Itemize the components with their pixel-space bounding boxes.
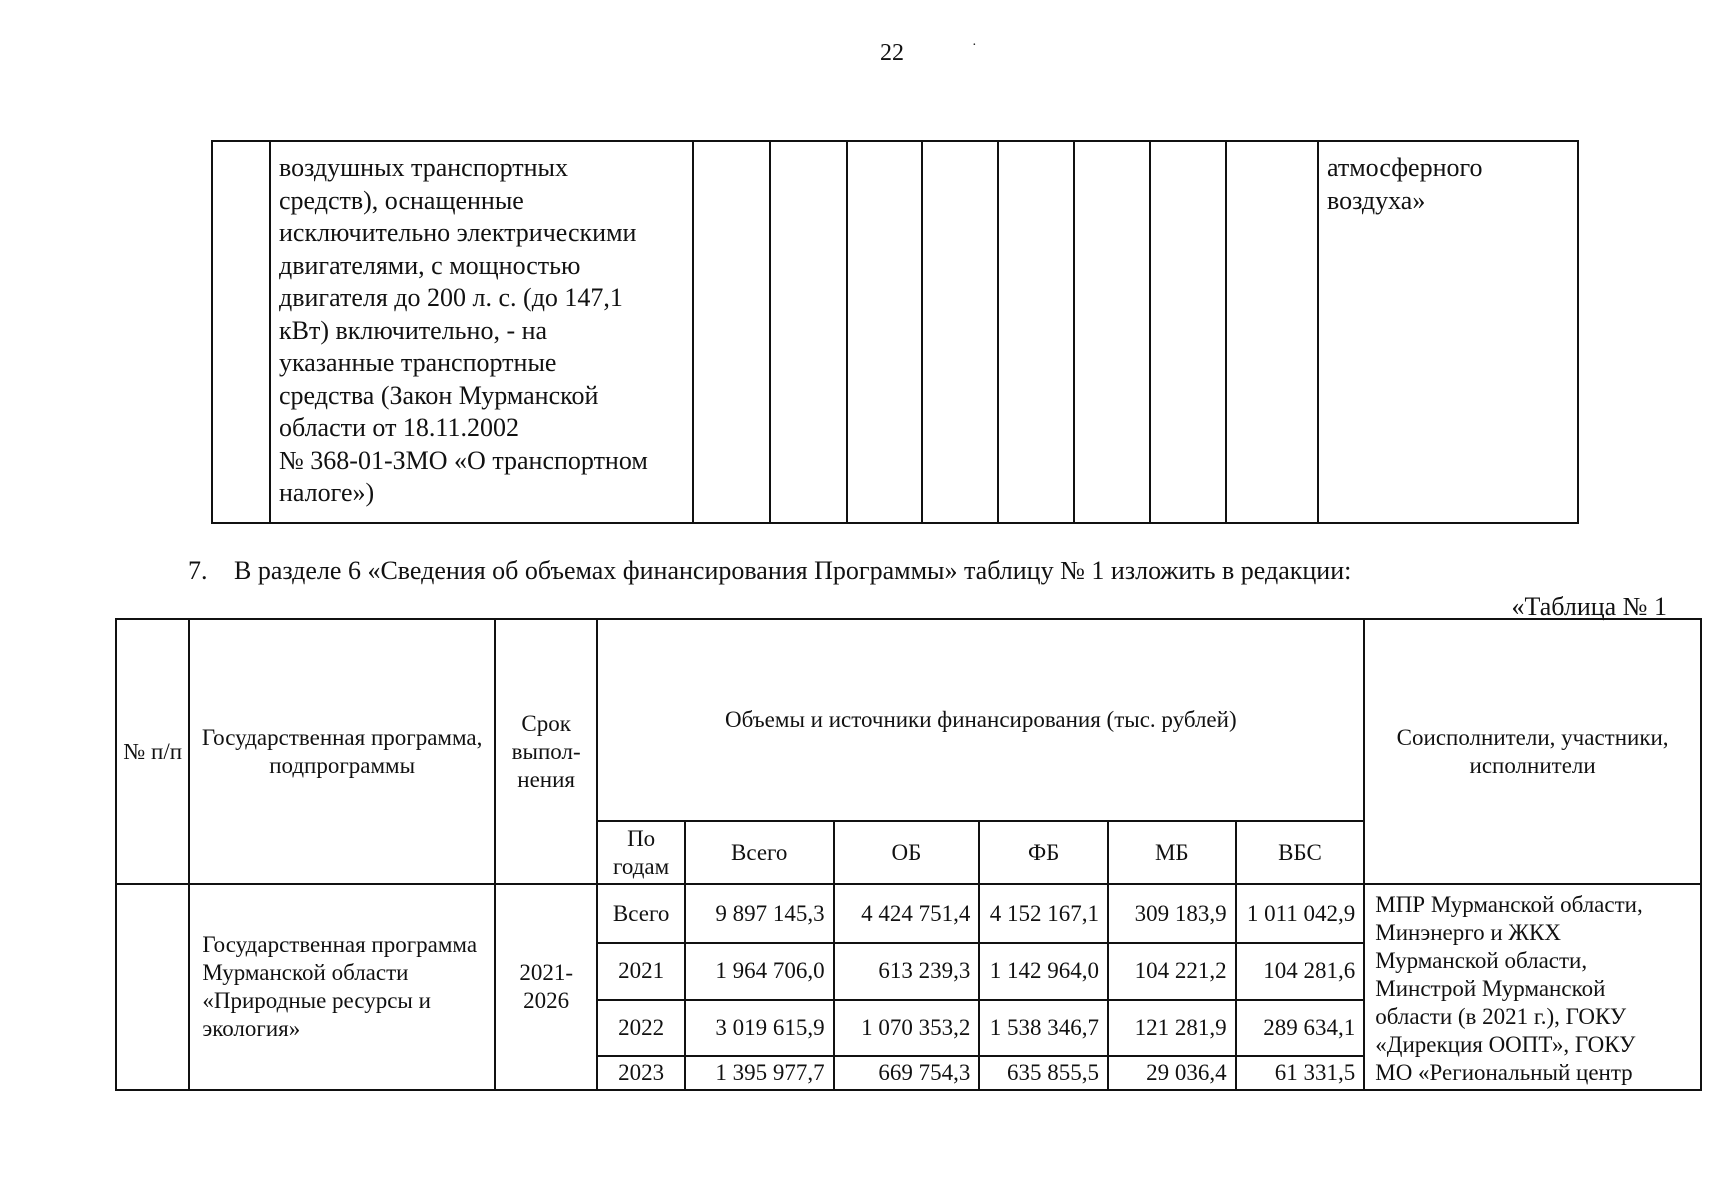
header-vbs: ВБС — [1236, 821, 1365, 884]
header-fb: ФБ — [979, 821, 1108, 884]
header-program: Государственная программа, подпрограммы — [189, 619, 495, 884]
description-line: исключительно электрическими — [279, 218, 637, 247]
ob-cell: 4 424 751,4 — [834, 884, 980, 943]
fb-cell: 635 855,5 — [979, 1056, 1108, 1090]
executor-line: Мурманской области, — [1375, 948, 1588, 973]
vbs-cell: 289 634,1 — [1236, 1000, 1365, 1056]
scan-dot: · — [972, 38, 977, 53]
empty-cell — [847, 141, 922, 523]
mb-cell: 121 281,9 — [1108, 1000, 1236, 1056]
description-line: средств), оснащенные — [279, 185, 524, 215]
mb-cell: 104 221,2 — [1108, 943, 1236, 999]
term-cell: 2021-2026 — [495, 884, 598, 1090]
mb-cell: 29 036,4 — [1108, 1056, 1236, 1090]
empty-cell — [693, 141, 770, 523]
vbs-cell: 1 011 042,9 — [1236, 884, 1365, 943]
target-line: атмосферного — [1327, 153, 1483, 182]
continuation-row — [212, 141, 1578, 523]
paragraph-number: 7. — [188, 556, 208, 585]
fb-cell: 1 538 346,7 — [979, 1000, 1108, 1056]
description-line: области от 18.11.2002 — [279, 413, 519, 442]
header-total: Всего — [685, 821, 834, 884]
description-line: средства (Закон Мурманской — [279, 380, 599, 410]
executor-line: МПР Мурманской области, — [1375, 892, 1643, 917]
total-cell: 9 897 145,3 — [685, 884, 834, 943]
executor-line: области (в 2021 г.), ГОКУ — [1375, 1004, 1627, 1029]
year-cell: 2022 — [597, 1000, 684, 1056]
total-cell: 1 395 977,7 — [685, 1056, 834, 1090]
header-funding: Объемы и источники финансирования (тыс. рублей) — [597, 619, 1364, 821]
executor-line: МО «Региональный центр — [1375, 1060, 1633, 1085]
description-line: № 368-01-ЗМО «О транспортном — [279, 445, 648, 475]
executor-line: Минстрой Мурманской — [1375, 976, 1606, 1001]
fb-cell: 4 152 167,1 — [979, 884, 1108, 943]
empty-cell — [998, 141, 1074, 523]
ob-cell: 669 754,3 — [834, 1056, 980, 1090]
total-cell: 1 964 706,0 — [685, 943, 834, 999]
header-by-years: По годам — [597, 821, 684, 884]
fb-cell: 1 142 964,0 — [979, 943, 1108, 999]
page-number: 22 — [880, 40, 904, 66]
header-term: Срок выпол-нения — [495, 619, 598, 884]
header-num: № п/п — [116, 619, 189, 884]
year-cell: 2023 — [597, 1056, 684, 1090]
paragraph-text: В разделе 6 «Сведения об объемах финансирования Программы» таблицу № 1 изложить в редакции: — [234, 556, 1352, 585]
target-cell — [1318, 141, 1578, 523]
executor-line: Минэнерго и ЖКХ — [1375, 920, 1561, 945]
empty-cell — [922, 141, 998, 523]
header-executors: Соисполнители, участники, исполнители — [1364, 619, 1701, 884]
description-line: двигателями, с мощностью — [279, 250, 581, 280]
funding-table — [115, 618, 1702, 1091]
header-ob: ОБ — [834, 821, 980, 884]
year-cell: 2021 — [597, 943, 684, 999]
table-caption: «Таблица № 1 — [1511, 592, 1667, 621]
year-cell: Всего — [597, 884, 684, 943]
empty-cell — [212, 141, 270, 523]
empty-cell — [770, 141, 847, 523]
ob-cell: 613 239,3 — [834, 943, 980, 999]
mb-cell: 309 183,9 — [1108, 884, 1236, 943]
header-mb: МБ — [1108, 821, 1236, 884]
description-line: двигателя до 200 л. с. (до 147,1 — [279, 283, 623, 312]
paragraph-7 — [188, 556, 1351, 586]
ob-cell: 1 070 353,2 — [834, 1000, 980, 1056]
executor-line: «Дирекция ООПТ», ГОКУ — [1375, 1032, 1636, 1057]
description-line: кВт) включительно, - на — [279, 315, 548, 345]
description-line: налоге») — [279, 478, 375, 507]
continuation-table — [211, 140, 1579, 524]
empty-cell — [1226, 141, 1318, 523]
row-num-cell — [116, 884, 189, 1090]
header-row-1 — [116, 619, 1701, 821]
executors-cell — [1364, 884, 1701, 1090]
total-cell: 3 019 615,9 — [685, 1000, 834, 1056]
program-name-cell: Государственная программа Мурманской области «Природные ресурсы и экология» — [189, 884, 495, 1090]
description-line: указанные транспортные — [279, 348, 557, 377]
description-line: воздушных транспортных — [279, 153, 569, 182]
empty-cell — [1074, 141, 1150, 523]
table-row — [116, 884, 1701, 943]
vbs-cell: 104 281,6 — [1236, 943, 1365, 999]
vbs-cell: 61 331,5 — [1236, 1056, 1365, 1090]
benefit-description-cell — [270, 141, 693, 523]
empty-cell — [1150, 141, 1226, 523]
target-line: воздуха» — [1327, 185, 1426, 215]
